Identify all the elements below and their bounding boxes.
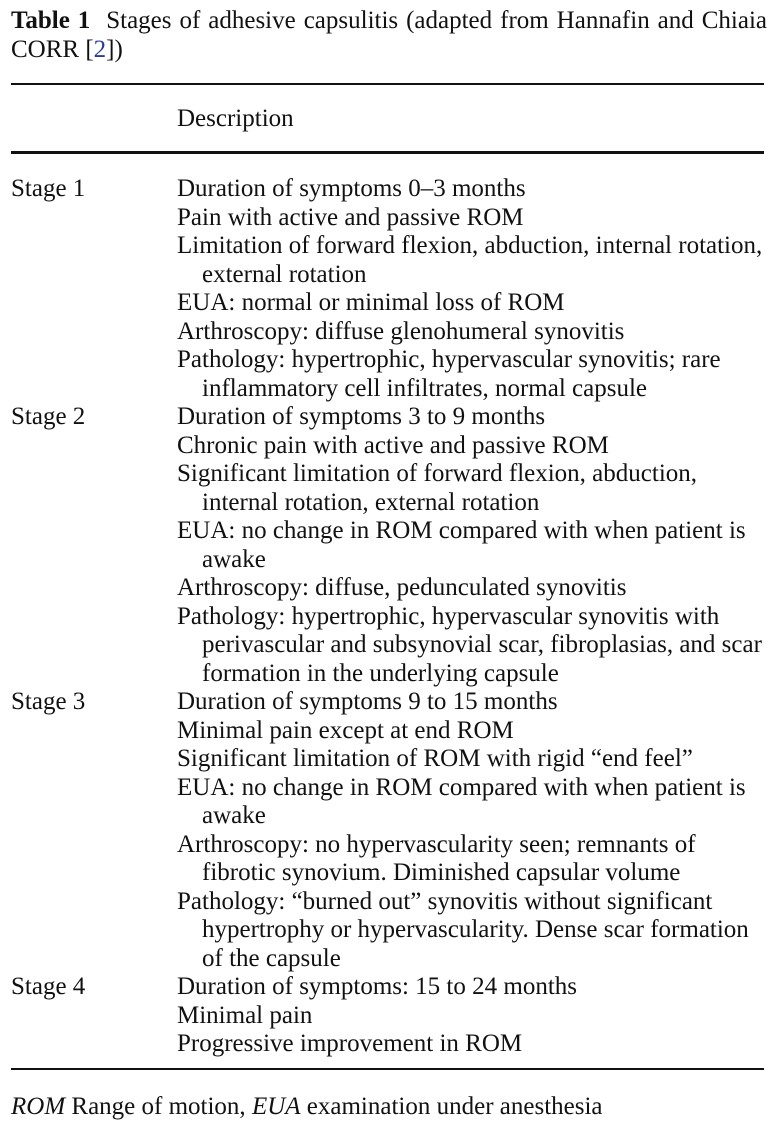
description-item: Progressive improvement in ROM <box>177 1030 523 1057</box>
table-label: Table 1 <box>11 7 91 34</box>
description-item: Duration of symptoms 3 to 9 months <box>177 403 546 430</box>
caption-end: ]) <box>106 36 123 63</box>
column-header-description: Description <box>177 105 294 132</box>
stage-label: Stage 2 <box>11 403 86 430</box>
top-rule <box>11 83 764 85</box>
table-footnote <box>11 1092 603 1122</box>
stage-description <box>177 175 767 403</box>
description-item: Pain with active and passive ROM <box>177 203 524 231</box>
description-item: Duration of symptoms 9 to 15 months <box>177 688 558 715</box>
table-body <box>11 175 767 1059</box>
abbreviation-eua: EUA <box>251 1093 301 1120</box>
description-item: EUA: normal or minimal loss of ROM <box>177 289 565 316</box>
stage-description <box>177 688 767 973</box>
header-rule <box>11 151 764 154</box>
table-row-stage-4 <box>11 973 767 1059</box>
reference-link[interactable]: 2 <box>93 36 107 63</box>
stage-label: Stage 3 <box>11 688 86 715</box>
description-item: Duration of symptoms: 15 to 24 months <box>177 973 577 1000</box>
definition-rom: Range of motion, <box>71 1093 246 1120</box>
table-caption <box>11 6 767 64</box>
table-row-stage-1 <box>11 175 767 403</box>
description-item: EUA: no change in ROM compared with when patient is awake <box>177 517 746 573</box>
bottom-rule <box>11 1068 764 1070</box>
stage-label: Stage 1 <box>11 175 86 202</box>
description-item: Minimal pain <box>177 1001 313 1029</box>
description-item: Pathology: hypertrophic, hypervascular synovitis with perivascular and subsynovial scar, fibroplasias, and scar formation in the underlying capsule <box>177 602 762 687</box>
description-item: Chronic pain with active and passive ROM <box>177 431 609 459</box>
description-item: Limitation of forward flexion, abduction, internal rotation, external rotation <box>177 232 763 288</box>
description-item: Pathology: “burned out” synovitis without significant hypertrophy or hypervascularity. Dense scar formation of the capsule <box>177 887 749 972</box>
description-item: Arthroscopy: diffuse, pedunculated synovitis <box>177 574 627 601</box>
stage-description <box>177 973 767 1059</box>
table-row-stage-2 <box>11 403 767 688</box>
description-item: Arthroscopy: no hypervascularity seen; remnants of fibrotic synovium. Diminished capsular volume <box>177 830 696 886</box>
description-item: Arthroscopy: diffuse glenohumeral synovitis <box>177 317 625 345</box>
caption-text: Stages of adhesive capsulitis (adapted from Hannafin and Chiaia CORR [ <box>11 7 767 63</box>
description-item: Significant limitation of ROM with rigid “end feel” <box>177 745 693 772</box>
description-item: Pathology: hypertrophic, hypervascular synovitis; rare inflammatory cell infiltrates, normal capsule <box>177 346 721 402</box>
definition-eua: examination under anesthesia <box>306 1093 603 1120</box>
stage-label: Stage 4 <box>11 973 86 1000</box>
description-item: Duration of symptoms 0–3 months <box>177 175 526 202</box>
stage-description <box>177 403 767 688</box>
description-item: Minimal pain except at end ROM <box>177 716 514 744</box>
description-item: EUA: no change in ROM compared with when patient is awake <box>177 773 746 829</box>
abbreviation-rom: ROM <box>11 1093 66 1120</box>
description-item: Significant limitation of forward flexion, abduction, internal rotation, external rotation <box>177 460 698 516</box>
table-row-stage-3 <box>11 688 767 973</box>
